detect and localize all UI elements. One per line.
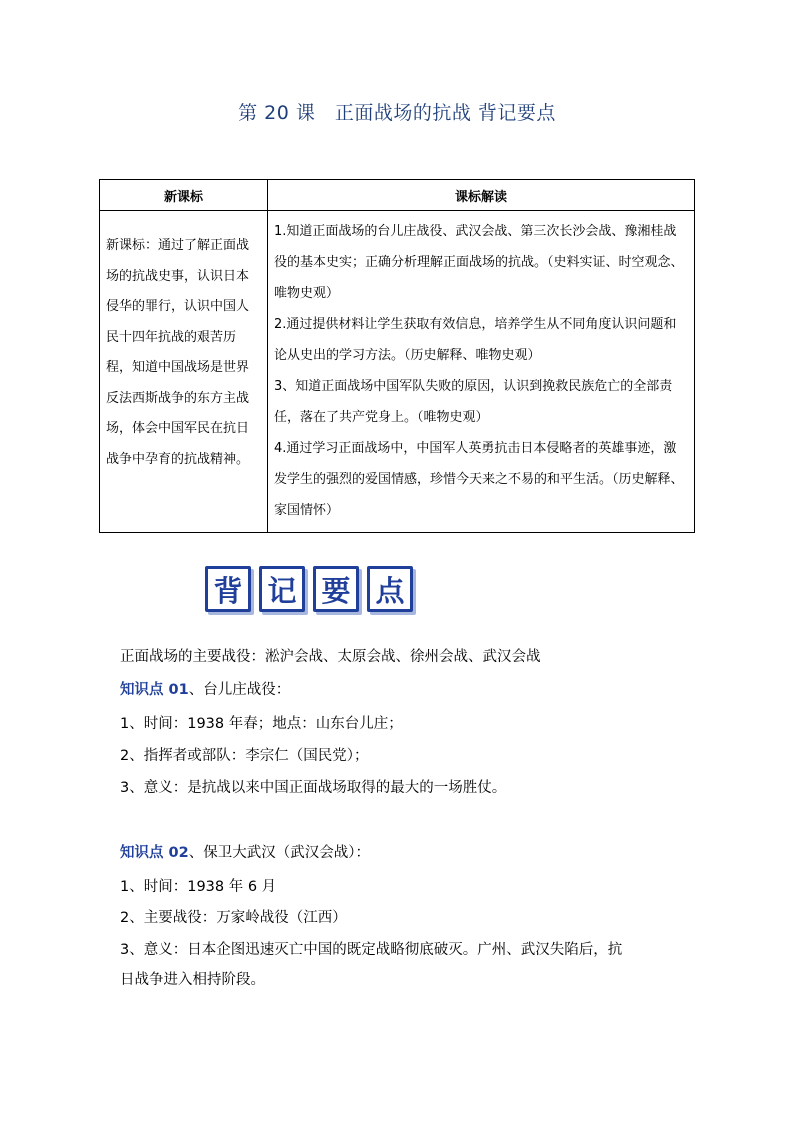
kp2-item: 2、主要战役：万家岭战役（江西）	[120, 910, 347, 926]
standard-cell	[100, 211, 268, 533]
interpretation-item: 1.知道正面战场的台儿庄战役、武汉会战、第三次长沙会战、豫湘桂战役的基本史实；正确分析理解正面战场的抗战。（史料实证、时空观念、唯物史观）	[274, 224, 684, 301]
kp2-heading	[120, 841, 370, 862]
kp2-label: 知识点 02	[120, 845, 189, 861]
kp2-item: 3、意义：日本企图迅速灭亡中国的既定战略彻底破灭。广州、武汉失陷后，抗	[120, 942, 623, 958]
badge-char: 记	[259, 566, 305, 612]
badge-char: 要	[313, 566, 359, 612]
kp1-heading	[120, 678, 290, 699]
badge-char: 点	[367, 566, 413, 612]
kp1-title: 、台儿庄战役：	[188, 682, 291, 698]
badge-char: 背	[205, 566, 251, 612]
header-new-standard: 新课标	[100, 180, 268, 211]
memorize-points-banner	[205, 566, 413, 612]
intro-line: 正面战场的主要战役：淞沪会战、太原会战、徐州会战、武汉会战	[120, 649, 541, 665]
kp2-item: 1、时间：1938 年 6 月	[120, 879, 277, 895]
curriculum-table	[99, 179, 695, 533]
standard-text: 新课标：通过了解正面战场的抗战史事，认识日本侵华的罪行，认识中国人民十四年抗战的艰苦历程，知道中国战场是世界反法西斯战争的东方主战场，体会中国军民在抗日战争中孕育的抗战精神。	[106, 238, 250, 467]
kp1-item: 2、指挥者或部队：李宗仁（国民党）；	[120, 748, 369, 764]
kp2-title: 、保卫大武汉（武汉会战）：	[188, 845, 370, 861]
table-row	[100, 211, 695, 533]
interpretation-item: 2.通过提供材料让学生获取有效信息，培养学生从不同角度认识问题和论从史出的学习方法。（历史解释、唯物史观）	[274, 317, 677, 363]
interpretation-cell	[268, 211, 695, 533]
table-header-row	[100, 180, 695, 211]
kp1-item: 1、时间：1938 年春；地点：山东台儿庄；	[120, 716, 403, 732]
kp2-item: 日战争进入相持阶段。	[120, 972, 265, 988]
kp1-item: 3、意义：是抗战以来中国正面战场取得的最大的一场胜仗。	[120, 780, 507, 796]
interpretation-item: 3、知道正面战场中国军队失败的原因，认识到挽救民族危亡的全部责任，落在了共产党身上。（唯物史观）	[274, 379, 673, 425]
header-standard-interpretation: 课标解读	[268, 180, 695, 211]
kp1-label: 知识点 01	[120, 682, 189, 698]
page-title: 第 20 课 正面战场的抗战 背记要点	[238, 102, 556, 124]
interpretation-item: 4.通过学习正面战场中，中国军人英勇抗击日本侵略者的英雄事迹，激发学生的强烈的爱国情感，珍惜今天来之不易的和平生活。（历史解释、家国情怀）	[274, 441, 684, 518]
